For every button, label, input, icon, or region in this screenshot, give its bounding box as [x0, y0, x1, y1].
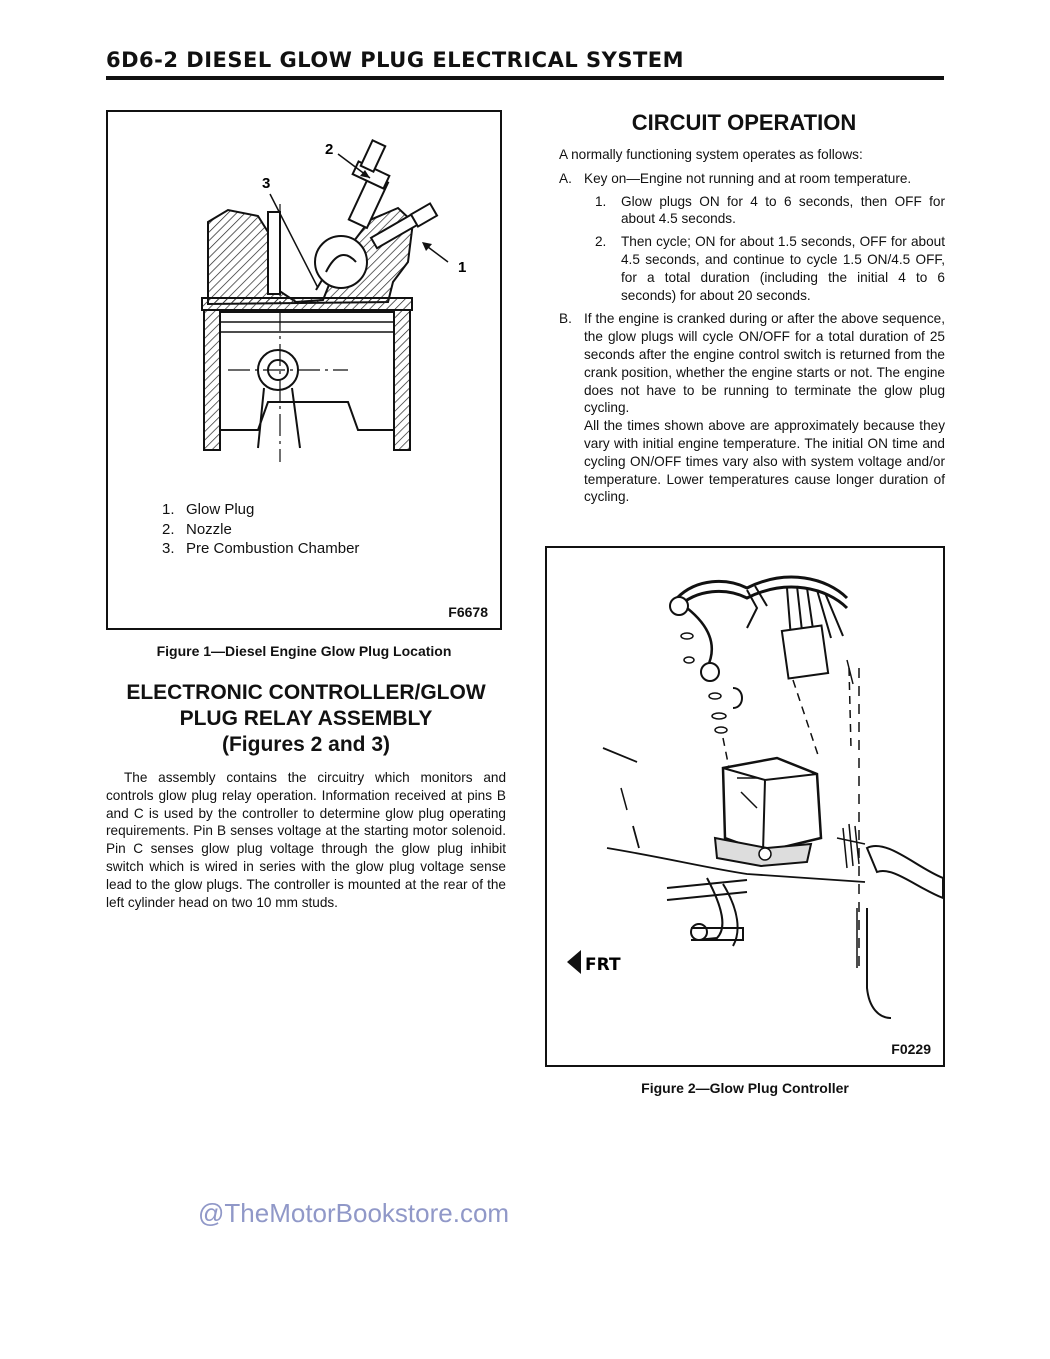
- section-heading-circuit: CIRCUIT OPERATION: [631, 110, 857, 135]
- callout-1: 1: [458, 259, 467, 276]
- frt-label: FRT: [585, 955, 621, 975]
- page-header: [106, 46, 944, 80]
- figure-1-code: F6678: [448, 604, 488, 620]
- figure-1-box: [106, 110, 502, 630]
- glow-plug-controller-illustration: [547, 548, 943, 1065]
- legend-item: 3. Pre Combustion Chamber: [162, 540, 360, 557]
- callout-2: 2: [325, 141, 334, 158]
- header-title: 6D6-2 DIESEL GLOW PLUG ELECTRICAL SYSTEM: [106, 48, 685, 72]
- figure-2-code: F0229: [891, 1041, 931, 1057]
- timing-note: All the times shown above are approximately because they vary with initial engine temperature. The initial ON time and cycling ON/OFF times vary also with system voltage and/or temperature. Lower temperatures cause longer duration of cycling.: [584, 418, 945, 505]
- figure-1-caption: Figure 1—Diesel Engine Glow Plug Location: [156, 643, 452, 659]
- legend-item: 1. Glow Plug: [162, 501, 255, 518]
- list-item-b: B. If the engine is cranked during or after the above sequence, the glow plugs will cycle ON/OFF for a total duration of 25 seconds after the engine control switch is returned from the crank position, whether the engine starts or not. The engine does not have to be running to terminate the glow plug cycling.: [559, 311, 945, 416]
- figure-1-legend: [162, 500, 359, 559]
- sub-item-2: 2. Then cycle; ON for about 1.5 seconds, OFF for about 4.5 seconds, and continue to cycle 1.5 ON/4.5 OFF, for a total duration (including the initial 4 to 6 seconds) for about 20 seconds.: [595, 234, 945, 303]
- figure-2-caption: Figure 2—Glow Plug Controller: [641, 1080, 849, 1096]
- figure-2-box: [545, 546, 945, 1067]
- watermark-text: @TheMotorBookstore.com: [198, 1198, 510, 1228]
- controller-body-text: The assembly contains the circuitry which monitors and controls glow plug relay operation. Information received at pins B and C is used by the controller to determine glow plug operating requirements. Pin B senses voltage at the starting motor solenoid. Pin C senses glow plug voltage through the glow plug inhibit switch which is wired in series with the glow plug voltage sense lead to the glow plugs. The controller is mounted at the rear of the left cylinder head on two 10 mm studs.: [106, 770, 506, 910]
- sub-item-1: 1. Glow plugs ON for 4 to 6 seconds, then OFF for about 4.5 seconds.: [595, 193, 945, 227]
- circuit-intro: A normally functioning system operates as follows:: [559, 147, 863, 162]
- callout-3: 3: [262, 175, 271, 192]
- list-item-a: A. Key on—Engine not running and at room temperature.: [559, 170, 912, 186]
- section-heading-controller: ELECTRONIC CONTROLLER/GLOW PLUG RELAY ASSEMBLY (Figures 2 and 3): [126, 681, 486, 756]
- circuit-operation-text: [559, 146, 945, 506]
- legend-item: 2. Nozzle: [162, 520, 232, 538]
